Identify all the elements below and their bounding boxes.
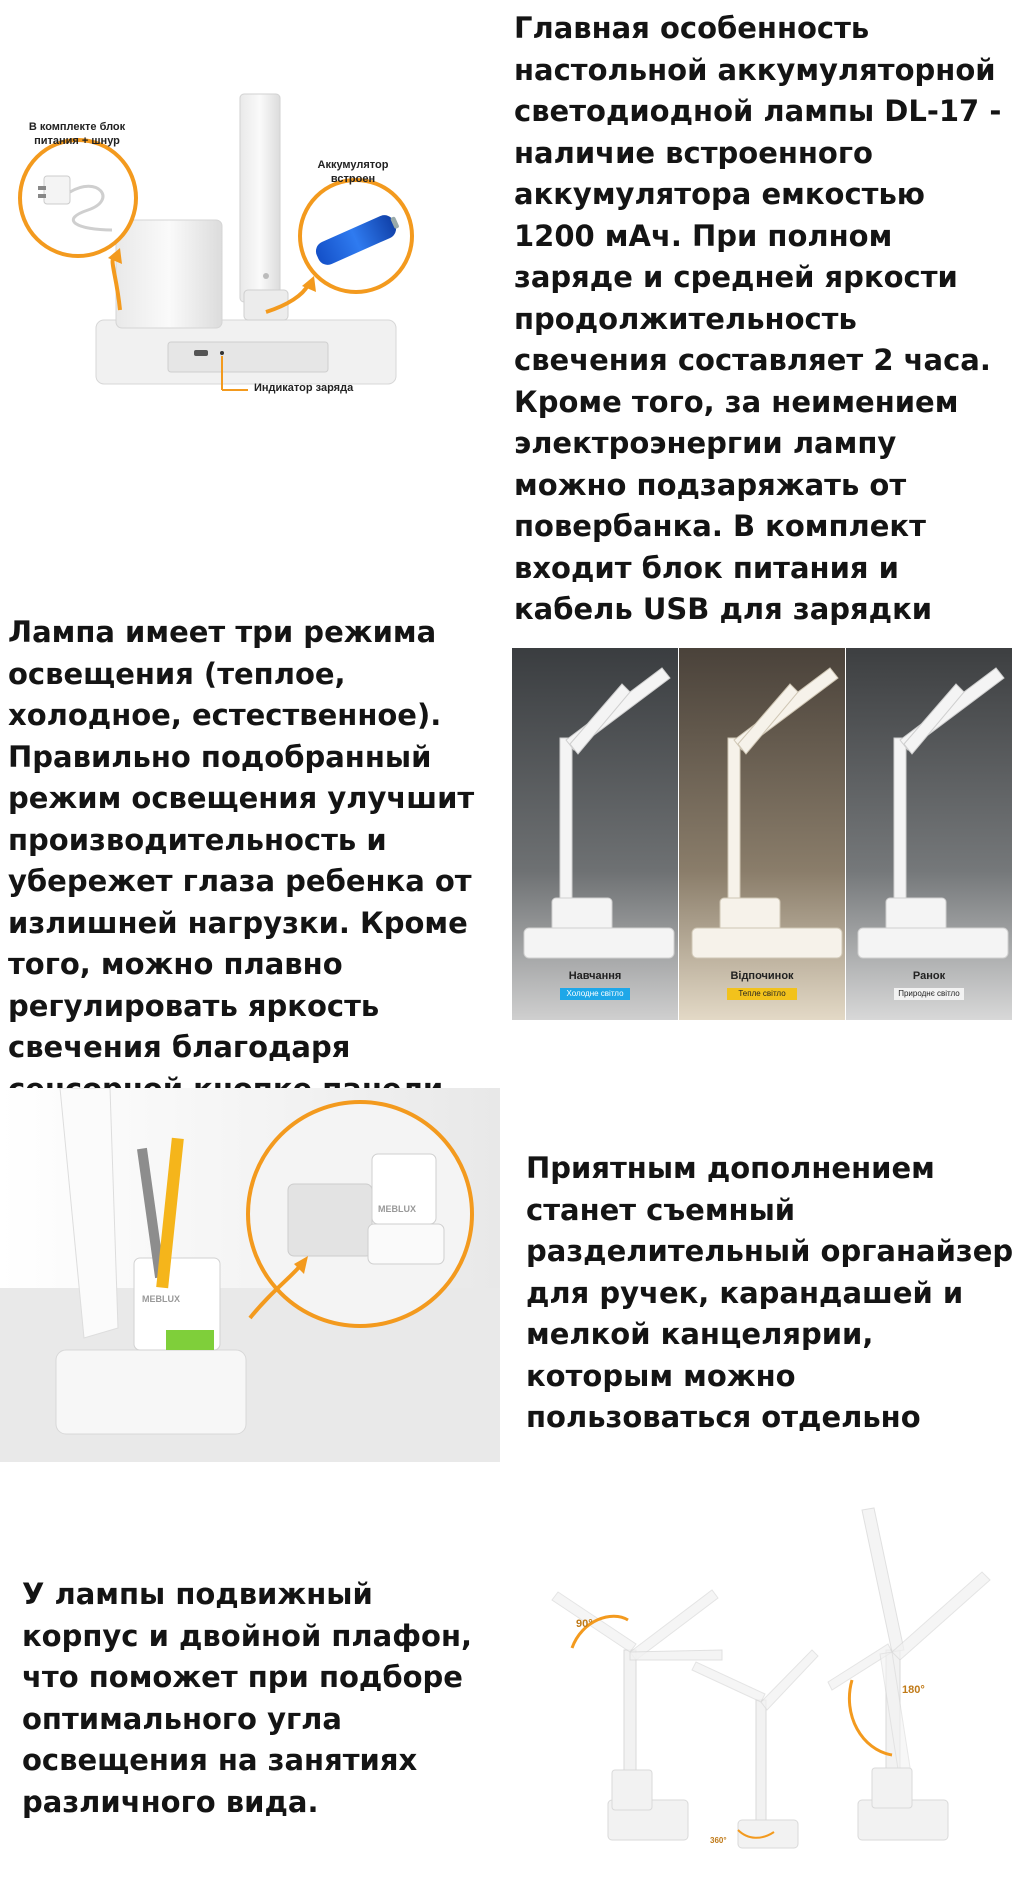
section2-text: Лампа имеет три режима освещения (теплое, холодное, естественное). Правильно подобранный режим освещения улучшит производительность и убережет глаза ребенка от излишней нагрузки. Кроме того, можно плавно регулировать яркость свечения благодаря <box>8 615 475 1064</box>
lamp-morning <box>858 668 1008 958</box>
callout-charger <box>12 120 142 148</box>
callout-charger-line1: В комплекте блок <box>28 121 126 133</box>
section3-text: Приятным дополнением станет съемный разделительный органайзер для ручек, карандашей и мелкой канцелярии, которым можно пользоваться отдельно <box>526 1151 1014 1434</box>
organizer-svg <box>0 1088 500 1462</box>
light-modes-lamps-svg <box>512 648 1012 1020</box>
mode-morning-label: Природнє світло <box>894 988 964 1000</box>
mode-rest-label: Тепле світло <box>727 988 797 1000</box>
lamp-rest <box>692 668 842 958</box>
callout-indicator: Индикатор заряда <box>254 382 354 394</box>
light-modes-image <box>512 648 1012 1020</box>
battery-illustration <box>8 80 428 420</box>
angle-360-label: 360° <box>710 1836 727 1845</box>
section1-text: Главная особенность настольной аккумуляторной светодиодной лампы DL-17 - наличие встроенного аккумулятора емкостью 1200 мАч. При полном заряде и средней яркости продолжительность свечения составляет 2 часа. Кроме того, за неимением электроэнергии лампу можно подзаряжать от повербанка. В комплект входит блок питания и кабель USB для зарядки <box>514 11 1002 626</box>
angle-180-label: 180° <box>902 1684 925 1696</box>
callout-battery-line2: встроен <box>330 173 376 185</box>
mode-morning-title: Ранок <box>912 970 946 982</box>
lamp-study <box>524 668 674 958</box>
mode-study-label: Холодне світло <box>560 988 630 1000</box>
rotation-image <box>512 1500 1012 1872</box>
section4-text: У лампы подвижный корпус и двойной плафон, что поможет при подборе оптимального угла освещения на занятиях различного вида. <box>22 1577 472 1819</box>
organizer-image <box>0 1088 500 1462</box>
brand-logo-cup: MEBLUX <box>142 1294 180 1304</box>
rotation-svg <box>512 1500 1012 1872</box>
mode-study-title: Навчання <box>568 970 622 982</box>
mode-rest-title: Відпочинок <box>730 970 794 982</box>
callout-charger-line2: питания + шнур <box>34 135 120 147</box>
callout-battery-line1: Аккумулятор <box>317 159 389 171</box>
brand-logo-zoom: MEBLUX <box>378 1204 416 1214</box>
callout-battery <box>298 158 408 186</box>
angle-90-label: 90° <box>576 1618 593 1630</box>
